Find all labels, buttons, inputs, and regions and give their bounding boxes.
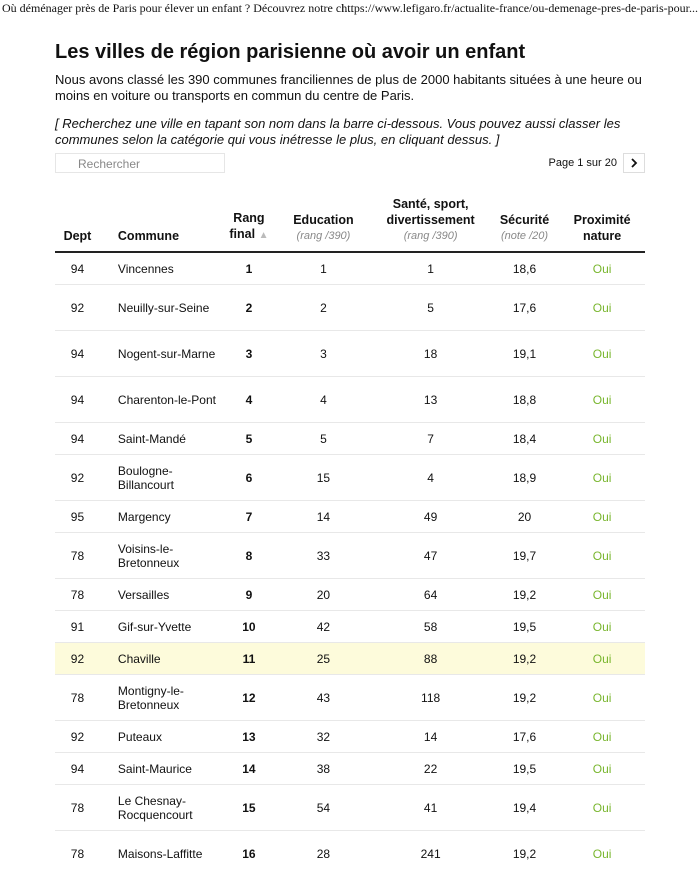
cell-commune: Saint-Maurice: [100, 753, 222, 785]
page-bottom-mask: [0, 866, 700, 888]
cell-rang: 5: [222, 423, 275, 455]
cell-dept: 92: [55, 455, 100, 501]
cell-securite: 19,2: [490, 643, 559, 675]
cell-sante: 1: [371, 252, 489, 285]
cell-proximite: Oui: [559, 455, 645, 501]
cell-commune: Vincennes: [100, 252, 222, 285]
cell-education: 15: [275, 455, 371, 501]
cell-commune: Gif-sur-Yvette: [100, 611, 222, 643]
header-rang-line2-wrap: [224, 226, 273, 244]
cell-rang: 4: [222, 377, 275, 423]
cell-sante: 7: [371, 423, 489, 455]
page-tab-title: Où déménager près de Paris pour élever un enfant ? Découvrez notre cl...: [2, 1, 354, 15]
header-commune[interactable]: Commune: [100, 196, 222, 252]
cell-securite: 19,2: [490, 579, 559, 611]
cell-dept: 78: [55, 579, 100, 611]
cell-commune: Neuilly-sur-Seine: [100, 285, 222, 331]
table-row: [55, 675, 645, 721]
cell-dept: 78: [55, 533, 100, 579]
cell-education: 4: [275, 377, 371, 423]
cell-securite: 19,4: [490, 785, 559, 831]
cell-securite: 19,7: [490, 533, 559, 579]
table-row: [55, 501, 645, 533]
cell-securite: 19,1: [490, 331, 559, 377]
cell-dept: 92: [55, 285, 100, 331]
cell-sante: 18: [371, 331, 489, 377]
table-header-row: [55, 196, 645, 252]
cell-sante: 22: [371, 753, 489, 785]
cell-securite: 18,8: [490, 377, 559, 423]
cell-rang: 13: [222, 721, 275, 753]
cell-dept: 92: [55, 721, 100, 753]
cell-rang: 11: [222, 643, 275, 675]
header-education[interactable]: [275, 196, 371, 252]
cell-securite: 17,6: [490, 285, 559, 331]
page-url[interactable]: https://www.lefigaro.fr/actualite-france/ou-demenage-pres-de-paris-pour...: [341, 1, 698, 15]
cell-dept: 92: [55, 643, 100, 675]
cell-sante: 41: [371, 785, 489, 831]
cell-rang: 8: [222, 533, 275, 579]
cell-rang: 1: [222, 252, 275, 285]
cell-rang: 2: [222, 285, 275, 331]
article-content: [55, 38, 645, 861]
header-education-sub: (rang /390): [296, 230, 351, 242]
cell-securite: 18,9: [490, 455, 559, 501]
cell-securite: 19,5: [490, 753, 559, 785]
cell-securite: 19,2: [490, 831, 559, 877]
cell-rang: 9: [222, 579, 275, 611]
cell-proximite: Oui: [559, 579, 645, 611]
cell-education: 42: [275, 611, 371, 643]
table-controls: [55, 153, 645, 177]
cell-sante: 49: [371, 501, 489, 533]
table-row: [55, 753, 645, 785]
cell-proximite: Oui: [559, 753, 645, 785]
header-sante[interactable]: [371, 196, 489, 252]
cell-securite: 17,6: [490, 721, 559, 753]
header-rang-line2: final: [229, 227, 256, 241]
cell-proximite: Oui: [559, 423, 645, 455]
cell-education: 33: [275, 533, 371, 579]
table-row: [55, 533, 645, 579]
cell-education: 32: [275, 721, 371, 753]
cell-sante: 88: [371, 643, 489, 675]
cell-proximite: Oui: [559, 285, 645, 331]
cell-securite: 20: [490, 501, 559, 533]
header-securite[interactable]: [490, 196, 559, 252]
sort-up-icon: ▲: [258, 230, 269, 241]
cell-education: 5: [275, 423, 371, 455]
cell-commune: Nogent-sur-Marne: [100, 331, 222, 377]
cell-dept: 94: [55, 252, 100, 285]
cell-proximite: Oui: [559, 533, 645, 579]
article-title: Les villes de région parisienne où avoir un enfant: [55, 41, 526, 63]
cell-education: 14: [275, 501, 371, 533]
cell-education: 28: [275, 831, 371, 877]
cell-rang: 12: [222, 675, 275, 721]
cell-education: 1: [275, 252, 371, 285]
chevron-right-icon: [630, 158, 638, 168]
cell-commune: Boulogne-Billancourt: [100, 455, 222, 501]
cell-dept: 94: [55, 331, 100, 377]
cell-education: 20: [275, 579, 371, 611]
cell-securite: 18,6: [490, 252, 559, 285]
cell-commune: Margency: [100, 501, 222, 533]
cell-dept: 94: [55, 753, 100, 785]
cell-commune: Montigny-le-Bretonneux: [100, 675, 222, 721]
cell-securite: 18,4: [490, 423, 559, 455]
cell-sante: 58: [371, 611, 489, 643]
table-row: [55, 643, 645, 675]
cell-proximite: Oui: [559, 611, 645, 643]
table-row: [55, 252, 645, 285]
cell-education: 38: [275, 753, 371, 785]
table-row: [55, 611, 645, 643]
table-row: [55, 423, 645, 455]
cell-sante: 4: [371, 455, 489, 501]
cell-dept: 95: [55, 501, 100, 533]
cell-sante: 64: [371, 579, 489, 611]
cell-rang: 7: [222, 501, 275, 533]
cell-rang: 10: [222, 611, 275, 643]
cell-sante: 47: [371, 533, 489, 579]
cell-sante: 13: [371, 377, 489, 423]
cell-commune: Versailles: [100, 579, 222, 611]
next-page-button[interactable]: [623, 153, 645, 173]
table-body: [55, 252, 645, 877]
article-intro: Nous avons classé les 390 communes franciliennes de plus de 2000 habitants situées à une heure ou moins en voiture ou transports en commun du centre de Paris.: [55, 72, 642, 103]
cell-proximite: Oui: [559, 501, 645, 533]
cell-commune: Le Chesnay-Rocquencourt: [100, 785, 222, 831]
cell-proximite: Oui: [559, 785, 645, 831]
cell-dept: 94: [55, 423, 100, 455]
cell-commune: Chaville: [100, 643, 222, 675]
cell-proximite: Oui: [559, 721, 645, 753]
cell-proximite: Oui: [559, 643, 645, 675]
header-securite-label: Sécurité: [499, 213, 550, 227]
cell-dept: 94: [55, 377, 100, 423]
cell-commune: Voisins-le-Bretonneux: [100, 533, 222, 579]
cell-education: 54: [275, 785, 371, 831]
cell-proximite: Oui: [559, 252, 645, 285]
header-rang-line1: Rang: [233, 211, 265, 225]
header-education-label: Education: [293, 213, 354, 227]
cell-sante: 241: [371, 831, 489, 877]
cell-dept: 78: [55, 785, 100, 831]
cell-dept: 91: [55, 611, 100, 643]
header-dept[interactable]: Dept: [55, 196, 100, 252]
cell-rang: 6: [222, 455, 275, 501]
cell-proximite: Oui: [559, 331, 645, 377]
table-row: [55, 377, 645, 423]
cell-proximite: Oui: [559, 675, 645, 721]
cell-education: 3: [275, 331, 371, 377]
table-row: [55, 785, 645, 831]
header-sante-label: Santé, sport, divertissement: [386, 197, 475, 227]
table-row: [55, 455, 645, 501]
cell-rang: 3: [222, 331, 275, 377]
browser-bar: [0, 0, 700, 16]
cell-sante: 5: [371, 285, 489, 331]
cell-proximite: Oui: [559, 377, 645, 423]
search-input[interactable]: Rechercher: [55, 153, 225, 173]
table-row: [55, 285, 645, 331]
cell-commune: Maisons-Laffitte: [100, 831, 222, 877]
table-row: [55, 331, 645, 377]
cell-commune: Saint-Mandé: [100, 423, 222, 455]
cell-commune: Puteaux: [100, 721, 222, 753]
ranking-table: [55, 196, 645, 877]
header-rang[interactable]: [222, 196, 275, 252]
cell-proximite: Oui: [559, 831, 645, 877]
page-indicator: Page 1 sur 20: [548, 157, 617, 169]
cell-securite: 19,2: [490, 675, 559, 721]
cell-rang: 14: [222, 753, 275, 785]
cell-sante: 14: [371, 721, 489, 753]
cell-education: 2: [275, 285, 371, 331]
cell-dept: 78: [55, 831, 100, 877]
cell-sante: 118: [371, 675, 489, 721]
table-row: [55, 721, 645, 753]
header-proximite[interactable]: Proximité nature: [559, 196, 645, 252]
cell-rang: 16: [222, 831, 275, 877]
cell-rang: 15: [222, 785, 275, 831]
table-row: [55, 579, 645, 611]
header-sante-sub: (rang /390): [403, 230, 458, 242]
cell-commune: Charenton-le-Pont: [100, 377, 222, 423]
cell-education: 43: [275, 675, 371, 721]
cell-education: 25: [275, 643, 371, 675]
cell-dept: 78: [55, 675, 100, 721]
search-hint: [ Recherchez une ville en tapant son nom dans la barre ci-dessous. Vous pouvez aussi classer les communes selon la catégorie qui vous inétresse le plus, en cliquant dessus. ]: [55, 116, 621, 147]
header-securite-sub: (note /20): [500, 230, 549, 242]
cell-securite: 19,5: [490, 611, 559, 643]
